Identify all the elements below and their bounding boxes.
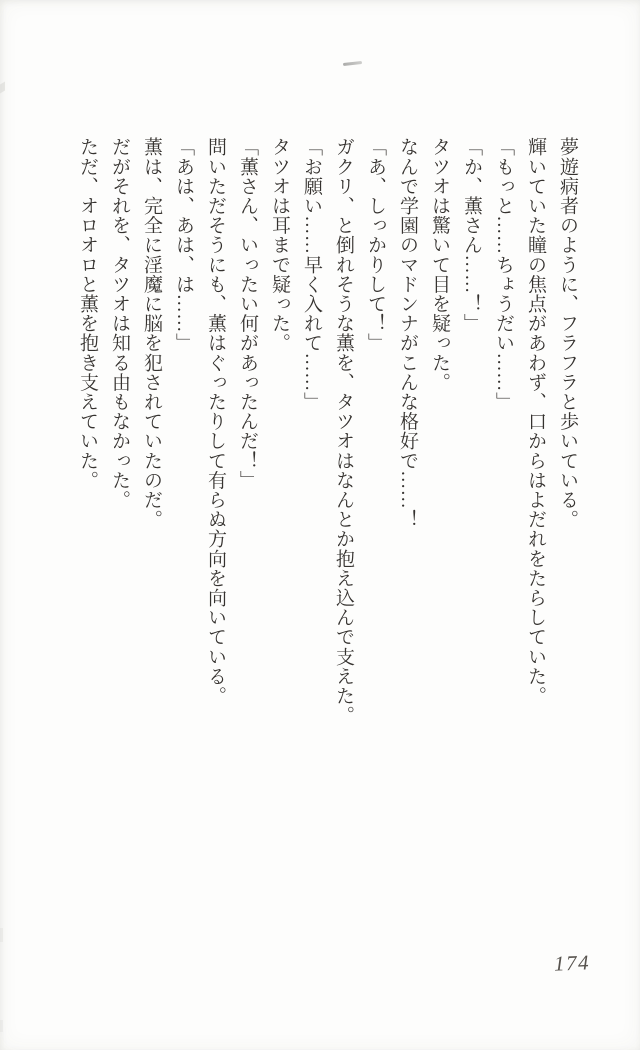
text-line-14: 薫は、完全に淫魔に脳を犯されていたのだ。 bbox=[141, 137, 162, 529]
scan-edge-artifact bbox=[0, 928, 3, 942]
text-line-6: なんで学園のマドンナがこんな格好で……！ bbox=[397, 137, 418, 529]
text-line-9: 「お願い……早く入れて……」 bbox=[301, 137, 322, 412]
text-line-3: 「もっと……ちょうだい……」 bbox=[493, 137, 514, 412]
text-line-13: 「あは、あは、は……」 bbox=[173, 137, 194, 353]
scan-edge-artifact bbox=[0, 1020, 3, 1032]
text-line-7: 「あ、しっかりして！」 bbox=[365, 137, 386, 353]
scan-edge-artifact bbox=[0, 82, 5, 94]
text-line-12: 問いただそうにも、薫はぐったりして有らぬ方向を向いている。 bbox=[205, 137, 226, 706]
text-line-11: 「薫さん、いったい何があったんだ！」 bbox=[237, 137, 258, 490]
text-line-10: タツオは耳まで疑った。 bbox=[269, 137, 290, 353]
text-line-2: 輝いていた瞳の焦点があわず、口からはよだれをたらしていた。 bbox=[525, 137, 546, 706]
text-line-4: 「か、薫さん……！」 bbox=[461, 137, 482, 333]
text-line-15: だがそれを、タツオは知る由もなかった。 bbox=[109, 137, 130, 510]
text-line-16: ただ、オロオロと薫を抱き支えていた。 bbox=[77, 137, 98, 490]
text-line-8: ガクリ、と倒れそうな薫を、タツオはなんとか抱え込んで支えた。 bbox=[333, 137, 354, 725]
text-line-1: 夢遊病者のように、フラフラと歩いている。 bbox=[557, 137, 578, 529]
text-line-5: タツオは驚いて目を疑った。 bbox=[429, 137, 450, 392]
page-number: 174 bbox=[553, 950, 591, 976]
scan-dash-mark bbox=[343, 61, 362, 65]
